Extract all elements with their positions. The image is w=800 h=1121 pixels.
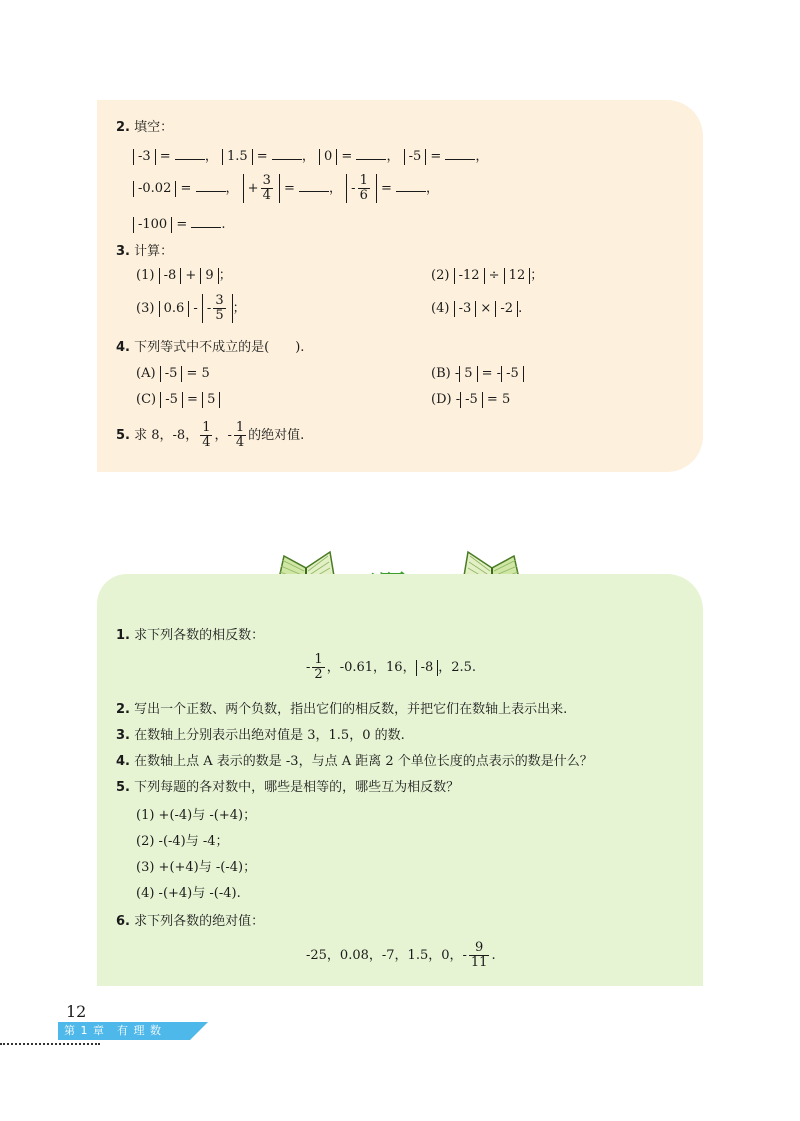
problem-5: 5. 下列每题的各对数中，哪些是相等的，哪些互为相反数？ <box>116 780 460 795</box>
q4-option-c: (C) -5 = 5 <box>136 390 220 410</box>
problem-3: 3. 在数轴上分别表示出绝对值是 3，1.5，0 的数. <box>116 728 405 743</box>
q3-part-4: (4) -3 × -2 . <box>431 301 523 316</box>
q4-option-a: (A) -5 = 5 <box>136 366 210 381</box>
question-3: 3. 计算： <box>116 244 174 259</box>
problem-5-item: (2) -(-4)与 -4； <box>136 834 229 849</box>
problem-5-item: (4) -(+4)与 -(-4). <box>136 886 241 901</box>
q4-option-d: (D) - -5 = 5 <box>431 392 511 407</box>
problem-1-values: - $\frac{1}{2}$ ，-0.61，16， -8 ，2.5. <box>306 652 477 682</box>
q2-row-2: -0.02 = ， + $\frac{3}{4}$ = ， - $\frac{1}{6}$ = ， <box>133 172 439 206</box>
q3-part-2: (2) -12 ÷ 12 ； <box>431 268 544 283</box>
question-2: 2. 填空： <box>116 120 174 135</box>
page-number: 12 <box>66 1002 87 1021</box>
problem-1: 1. 求下列各数的相反数： <box>116 628 265 643</box>
problem-6-values: -25，0.08，-7，1.5，0，- $\frac{9}{11}$ . <box>306 940 496 970</box>
problem-6: 6. 求下列各数的绝对值： <box>116 914 265 929</box>
problem-2: 2. 写出一个正数、两个负数，指出它们的相反数，并把它们在数轴上表示出来. <box>116 702 568 717</box>
problem-5-item: (3) +(+4)与 -(-4)； <box>136 860 257 875</box>
footer-divider <box>0 1043 100 1045</box>
problem-5-item: (1) +(-4)与 -(+4)； <box>136 808 257 823</box>
chapter-label: 第 1 章 有 理 数 <box>64 1024 162 1037</box>
problem-4: 4. 在数轴上点 A 表示的数是 -3，与点 A 距离 2 个单位长度的点表示的数是什么？ <box>116 754 593 769</box>
question-5: 5. 求 8，-8， $\frac{1}{4}$ ，- $\frac{1}{4}$ 的绝对值. <box>116 420 305 450</box>
question-4: 4. 下列等式中不成立的是( ). <box>116 340 305 355</box>
q2-row-1: -3 = ， 1.5 = ， 0 = ， -5 = ， <box>133 146 488 167</box>
q2-row-3: -100 = . <box>133 214 226 235</box>
q4-option-b: (B) - 5 = - -5 <box>431 364 524 384</box>
q3-part-3: (3) 0.6 - - $\frac{3}{5}$ ； <box>136 293 246 323</box>
q3-part-1: (1) -8 + 9 ； <box>136 268 232 283</box>
